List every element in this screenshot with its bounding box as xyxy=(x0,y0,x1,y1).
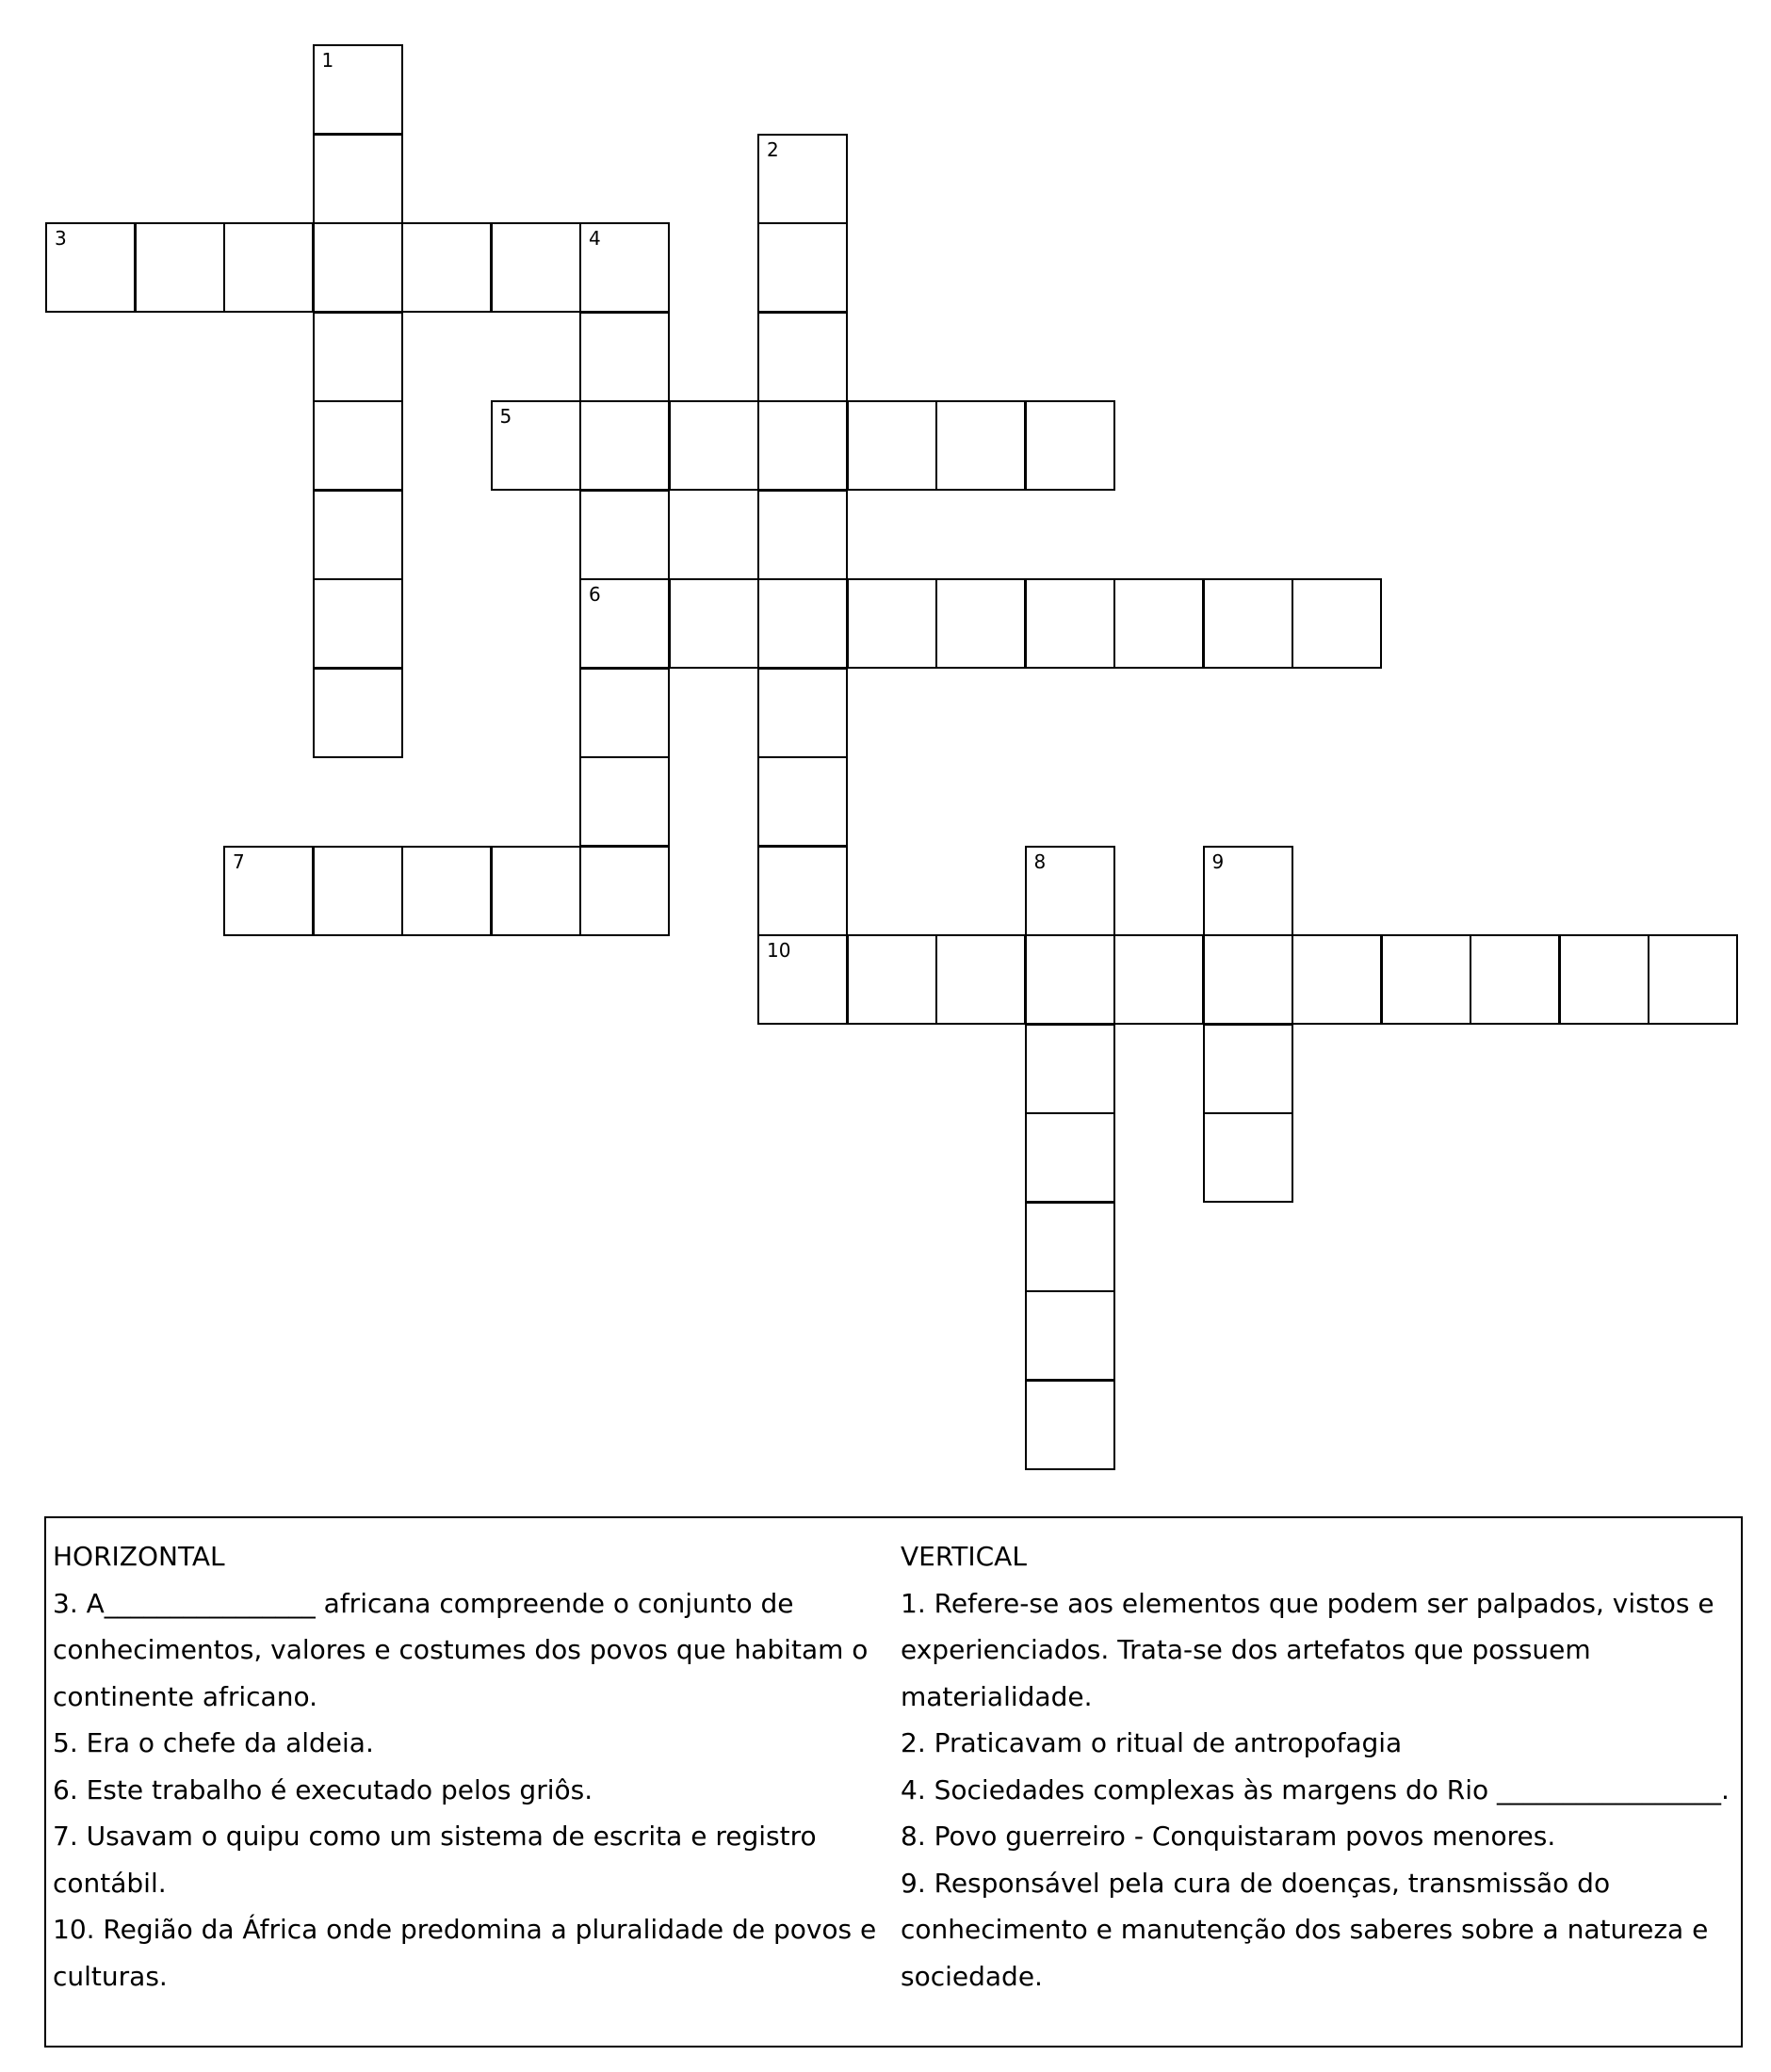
grid-cell[interactable] xyxy=(757,312,848,402)
grid-cell[interactable] xyxy=(579,222,670,313)
clue-panel xyxy=(44,1516,1743,2048)
horizontal-clue-line: 7. Usavam o quipu como um sistema de escrita e registro xyxy=(53,1821,817,1852)
grid-cell[interactable] xyxy=(757,934,848,1025)
grid-cell[interactable] xyxy=(1025,846,1115,936)
grid-cell[interactable] xyxy=(579,312,670,402)
grid-cell[interactable] xyxy=(313,222,403,313)
grid-cell[interactable] xyxy=(401,222,492,313)
grid-cell[interactable] xyxy=(757,578,848,669)
grid-cell[interactable] xyxy=(1025,1380,1115,1470)
clue-number: 3 xyxy=(55,227,67,250)
grid-cell[interactable] xyxy=(491,846,581,936)
grid-cell[interactable] xyxy=(1025,934,1115,1025)
horizontal-clue-line: 10. Região da África onde predomina a pluralidade de povos e xyxy=(53,1914,877,1945)
clue-number: 9 xyxy=(1211,850,1225,873)
grid-cell[interactable] xyxy=(579,400,670,491)
grid-cell[interactable] xyxy=(757,490,848,580)
clue-number: 2 xyxy=(767,138,779,161)
grid-cell[interactable] xyxy=(1559,934,1649,1025)
grid-cell[interactable] xyxy=(757,134,848,224)
clue-number: 10 xyxy=(767,939,791,962)
grid-cell[interactable] xyxy=(313,578,403,669)
grid-cell[interactable] xyxy=(1648,934,1738,1025)
grid-cell[interactable] xyxy=(313,668,403,758)
clue-number: 8 xyxy=(1033,850,1047,873)
grid-cell[interactable] xyxy=(1203,1112,1293,1203)
grid-cell[interactable] xyxy=(935,578,1026,669)
horizontal-clue-line: 3. A________________ africana compreende o conjunto de xyxy=(53,1587,794,1619)
grid-cell[interactable] xyxy=(1470,934,1560,1025)
grid-cell[interactable] xyxy=(491,222,581,313)
grid-cell[interactable] xyxy=(757,756,848,847)
vertical-clue-line: 9. Responsável pela cura de doenças, transmissão do xyxy=(901,1867,1611,1899)
grid-cell[interactable] xyxy=(757,400,848,491)
grid-cell[interactable] xyxy=(579,490,670,580)
vertical-clue-line: materialidade. xyxy=(901,1680,1093,1712)
clue-number: 4 xyxy=(589,227,601,250)
horizontal-clue-line: 6. Este trabalho é executado pelos griôs. xyxy=(53,1773,593,1805)
grid-cell[interactable] xyxy=(45,222,136,313)
grid-cell[interactable] xyxy=(579,756,670,847)
grid-cell[interactable] xyxy=(1292,578,1382,669)
clue-number: 5 xyxy=(499,405,512,428)
vertical-clue-line: 2. Praticavam o ritual de antropofagia xyxy=(901,1727,1403,1758)
grid-cell[interactable] xyxy=(1113,934,1204,1025)
horizontal-clues xyxy=(53,1533,882,1999)
horizontal-clue-line: conhecimentos, valores e costumes dos povos que habitam o xyxy=(53,1634,869,1665)
grid-cell[interactable] xyxy=(935,934,1026,1025)
grid-cell[interactable] xyxy=(313,490,403,580)
grid-cell[interactable] xyxy=(579,846,670,936)
vertical-clue-line: experienciados. Trata-se dos artefatos que possuem xyxy=(901,1634,1591,1665)
grid-cell[interactable] xyxy=(1203,1024,1293,1114)
grid-cell[interactable] xyxy=(1113,578,1204,669)
grid-cell[interactable] xyxy=(1025,400,1115,491)
clue-number: 1 xyxy=(321,49,334,72)
grid-cell[interactable] xyxy=(847,934,937,1025)
grid-cell[interactable] xyxy=(1025,578,1115,669)
grid-cell[interactable] xyxy=(1025,1112,1115,1203)
grid-cell[interactable] xyxy=(847,400,937,491)
grid-cell[interactable] xyxy=(579,578,670,669)
grid-cell[interactable] xyxy=(491,400,581,491)
grid-cell[interactable] xyxy=(313,400,403,491)
grid-cell[interactable] xyxy=(847,578,937,669)
grid-cell[interactable] xyxy=(223,222,314,313)
grid-cell[interactable] xyxy=(1381,934,1471,1025)
clue-number: 6 xyxy=(589,583,601,606)
grid-cell[interactable] xyxy=(669,578,759,669)
grid-cell[interactable] xyxy=(757,668,848,758)
horizontal-clue-line: 5. Era o chefe da aldeia. xyxy=(53,1727,374,1758)
vertical-clue-line: 1. Refere-se aos elementos que podem ser palpados, vistos e xyxy=(901,1587,1714,1619)
vertical-heading: VERTICAL xyxy=(901,1541,1027,1572)
grid-cell[interactable] xyxy=(223,846,314,936)
grid-cell[interactable] xyxy=(757,846,848,936)
grid-cell[interactable] xyxy=(935,400,1026,491)
vertical-clue-line: sociedade. xyxy=(901,1960,1043,1992)
grid-cell[interactable] xyxy=(1025,1024,1115,1114)
grid-cell[interactable] xyxy=(313,44,403,135)
vertical-clues xyxy=(901,1533,1739,1999)
grid-cell[interactable] xyxy=(1025,1202,1115,1292)
grid-cell[interactable] xyxy=(1203,934,1293,1025)
grid-cell[interactable] xyxy=(579,668,670,758)
clue-number: 7 xyxy=(233,850,245,873)
grid-cell[interactable] xyxy=(313,846,403,936)
vertical-clue-line: 4. Sociedades complexas às margens do Rio _________________. xyxy=(901,1773,1730,1805)
grid-cell[interactable] xyxy=(669,400,759,491)
grid-cell[interactable] xyxy=(1203,578,1293,669)
grid-cell[interactable] xyxy=(1292,934,1382,1025)
grid-cell[interactable] xyxy=(401,846,492,936)
grid-cell[interactable] xyxy=(313,134,403,224)
vertical-clue-line: conhecimento e manutenção dos saberes sobre a natureza e xyxy=(901,1914,1709,1945)
horizontal-clue-line: culturas. xyxy=(53,1960,168,1992)
grid-cell[interactable] xyxy=(313,312,403,402)
horizontal-heading: HORIZONTAL xyxy=(53,1541,225,1572)
grid-cell[interactable] xyxy=(757,222,848,313)
grid-cell[interactable] xyxy=(1025,1290,1115,1381)
horizontal-clue-line: continente africano. xyxy=(53,1680,317,1712)
grid-cell[interactable] xyxy=(1203,846,1293,936)
grid-cell[interactable] xyxy=(135,222,225,313)
vertical-clue-line: 8. Povo guerreiro - Conquistaram povos menores. xyxy=(901,1821,1556,1852)
horizontal-clue-line: contábil. xyxy=(53,1867,167,1899)
